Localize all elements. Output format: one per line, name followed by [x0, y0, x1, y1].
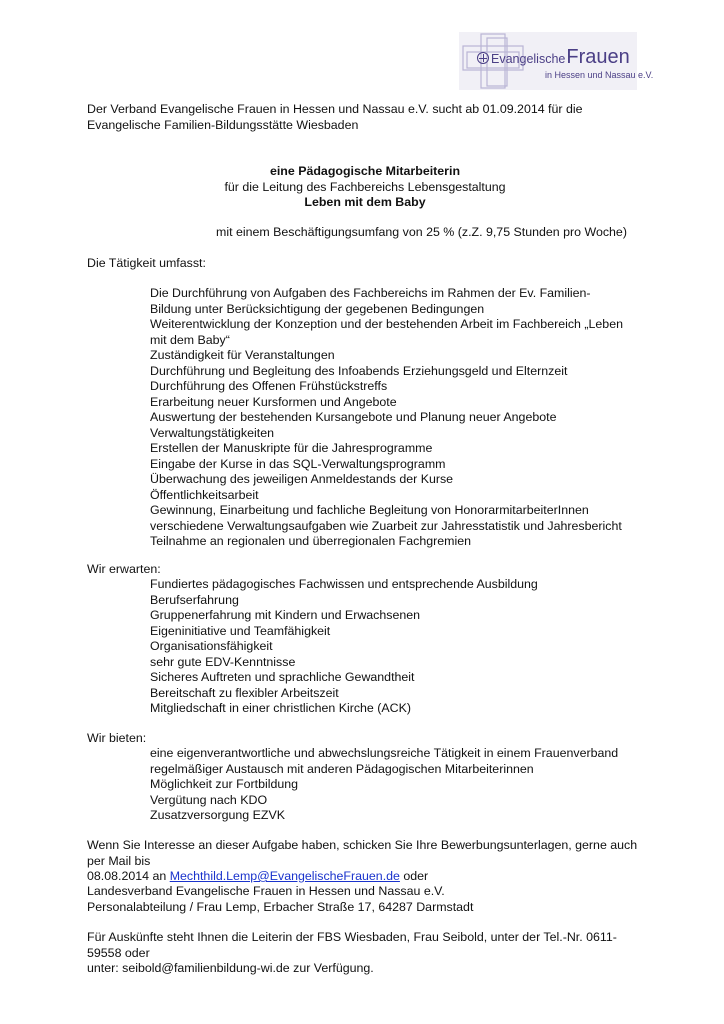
- logo-main: Frauen: [566, 46, 630, 68]
- position-title: eine Pädagogische Mitarbeiterin: [269, 164, 461, 178]
- list-item: Fundiertes pädagogisches Fachwissen und entsprechende Ausbildung: [150, 577, 538, 591]
- list-item: Sicheres Auftreten und sprachliche Gewandtheit: [150, 670, 415, 684]
- tasks-heading-text: Die Tätigkeit umfasst:: [87, 256, 206, 270]
- organization-logo: [459, 32, 654, 90]
- expect-heading: [87, 562, 647, 578]
- list-item: Gruppenerfahrung mit Kindern und Erwachsenen: [150, 608, 421, 622]
- offer-heading-text: Wir bieten:: [87, 731, 147, 745]
- cross-circle-icon: [477, 52, 489, 64]
- apply-date-text: 08.08.2014 an: [87, 869, 170, 883]
- intro-line-2: Evangelische Familien-Bildungsstätte Wiesbaden: [87, 117, 359, 132]
- list-item: Eigeninitiative und Teamfähigkeit: [150, 623, 331, 638]
- list-item: Durchführung und Begleitung des Infoabends Erziehungsgeld und Elternzeit: [150, 363, 568, 378]
- position-heading: [87, 164, 643, 211]
- list-item: Vergütung nach KDO: [150, 792, 268, 807]
- apply-line-2: [87, 869, 647, 885]
- address-line-1: Landesverband Evangelische Frauen in Hessen und Nassau e.V.: [87, 884, 445, 898]
- apply-paragraph: [87, 838, 647, 885]
- position-subtitle: für die Leitung des Fachbereichs Lebensgestaltung: [224, 179, 506, 194]
- logo-subtitle: in Hessen und Nassau e.V.: [545, 70, 654, 80]
- logo-wordmark: [477, 46, 630, 68]
- list-item: Erstellen der Manuskripte für die Jahresprogramme: [150, 441, 433, 455]
- list-item: Bildung unter Berücksichtigung der gegebenen Bedingungen: [150, 301, 485, 316]
- expect-heading-text: Wir erwarten:: [87, 562, 161, 576]
- list-item: regelmäßiger Austausch mit anderen Pädagogischen Mitarbeiterinnen: [150, 761, 534, 776]
- list-item: Möglichkeit zur Fortbildung: [150, 777, 299, 791]
- address-line-2: Personalabteilung / Frau Lemp, Erbacher Straße 17, 64287 Darmstadt: [87, 899, 474, 914]
- offer-heading: [87, 731, 647, 747]
- list-item: Mitgliedschaft in einer christlichen Kirche (ACK): [150, 701, 411, 715]
- list-item: Eingabe der Kurse in das SQL-Verwaltungsprogramm: [150, 456, 446, 471]
- info-line-1: Für Auskünfte steht Ihnen die Leiterin der FBS Wiesbaden, Frau Seibold, unter der Tel.-Nr. 0611-59558 oder: [87, 930, 617, 960]
- list-item: Zuständigkeit für Veranstaltungen: [150, 348, 335, 362]
- scope-text: mit einem Beschäftigungsumfang von 25 % (z.Z. 9,75 Stunden pro Woche): [216, 225, 627, 239]
- list-item: eine eigenverantwortliche und abwechslungsreiche Tätigkeit in einem Frauenverband: [150, 746, 619, 760]
- list-item: Weiterentwicklung der Konzeption und der bestehenden Arbeit im Fachbereich „Leben: [150, 317, 623, 331]
- list-item: Die Durchführung von Aufgaben des Fachbereichs im Rahmen der Ev. Familien-: [150, 286, 591, 300]
- list-item: Bereitschaft zu flexibler Arbeitszeit: [150, 685, 339, 700]
- tasks-heading: [87, 256, 647, 272]
- list-item: mit dem Baby“: [150, 332, 230, 347]
- list-item: Überwachung des jeweiligen Anmeldestands der Kurse: [150, 472, 454, 486]
- expect-list: [150, 577, 630, 717]
- list-item: Organisationsfähigkeit: [150, 639, 273, 653]
- address-paragraph: [87, 884, 647, 915]
- list-item: Auswertung der bestehenden Kursangebote und Planung neuer Angebote: [150, 410, 557, 424]
- email-link[interactable]: Mechthild.Lemp@EvangelischeFrauen.de: [169, 869, 400, 883]
- list-item: Gewinnung, Einarbeitung und fachliche Begleitung von HonorarmitarbeiterInnen: [150, 503, 589, 517]
- info-paragraph: [87, 930, 647, 977]
- list-item: Verwaltungstätigkeiten: [150, 425, 274, 440]
- info-line-2: unter: seibold@familienbildung-wi.de zur Verfügung.: [87, 961, 374, 975]
- position-scope: [216, 225, 646, 241]
- list-item: Zusatzversorgung EZVK: [150, 808, 285, 822]
- logo-prefix: Evangelische: [491, 52, 566, 66]
- intro-line-1: Der Verband Evangelische Frauen in Hessen und Nassau e.V. sucht ab 01.09.2014 für die: [87, 102, 583, 116]
- list-item: Durchführung des Offenen Frühstückstreffs: [150, 379, 388, 393]
- position-area: Leben mit dem Baby: [304, 195, 426, 209]
- list-item: sehr gute EDV-Kenntnisse: [150, 654, 296, 669]
- apply-line-1: Wenn Sie Interesse an dieser Aufgabe haben, schicken Sie Ihre Bewerbungsunterlagen, gerne auch per Mail bis: [87, 838, 638, 868]
- offer-list: [150, 746, 630, 824]
- list-item: Teilnahme an regionalen und überregionalen Fachgremien: [150, 534, 471, 548]
- list-item: verschiedene Verwaltungsaufgaben wie Zuarbeit zur Jahresstatistik und Jahresbericht: [150, 518, 622, 533]
- intro-paragraph: [87, 102, 647, 133]
- tasks-list: [150, 286, 630, 550]
- list-item: Öffentlichkeitsarbeit: [150, 487, 259, 502]
- list-item: Berufserfahrung: [150, 592, 239, 607]
- apply-suffix-text: oder: [399, 869, 429, 883]
- list-item: Erarbeitung neuer Kursformen und Angebote: [150, 394, 397, 409]
